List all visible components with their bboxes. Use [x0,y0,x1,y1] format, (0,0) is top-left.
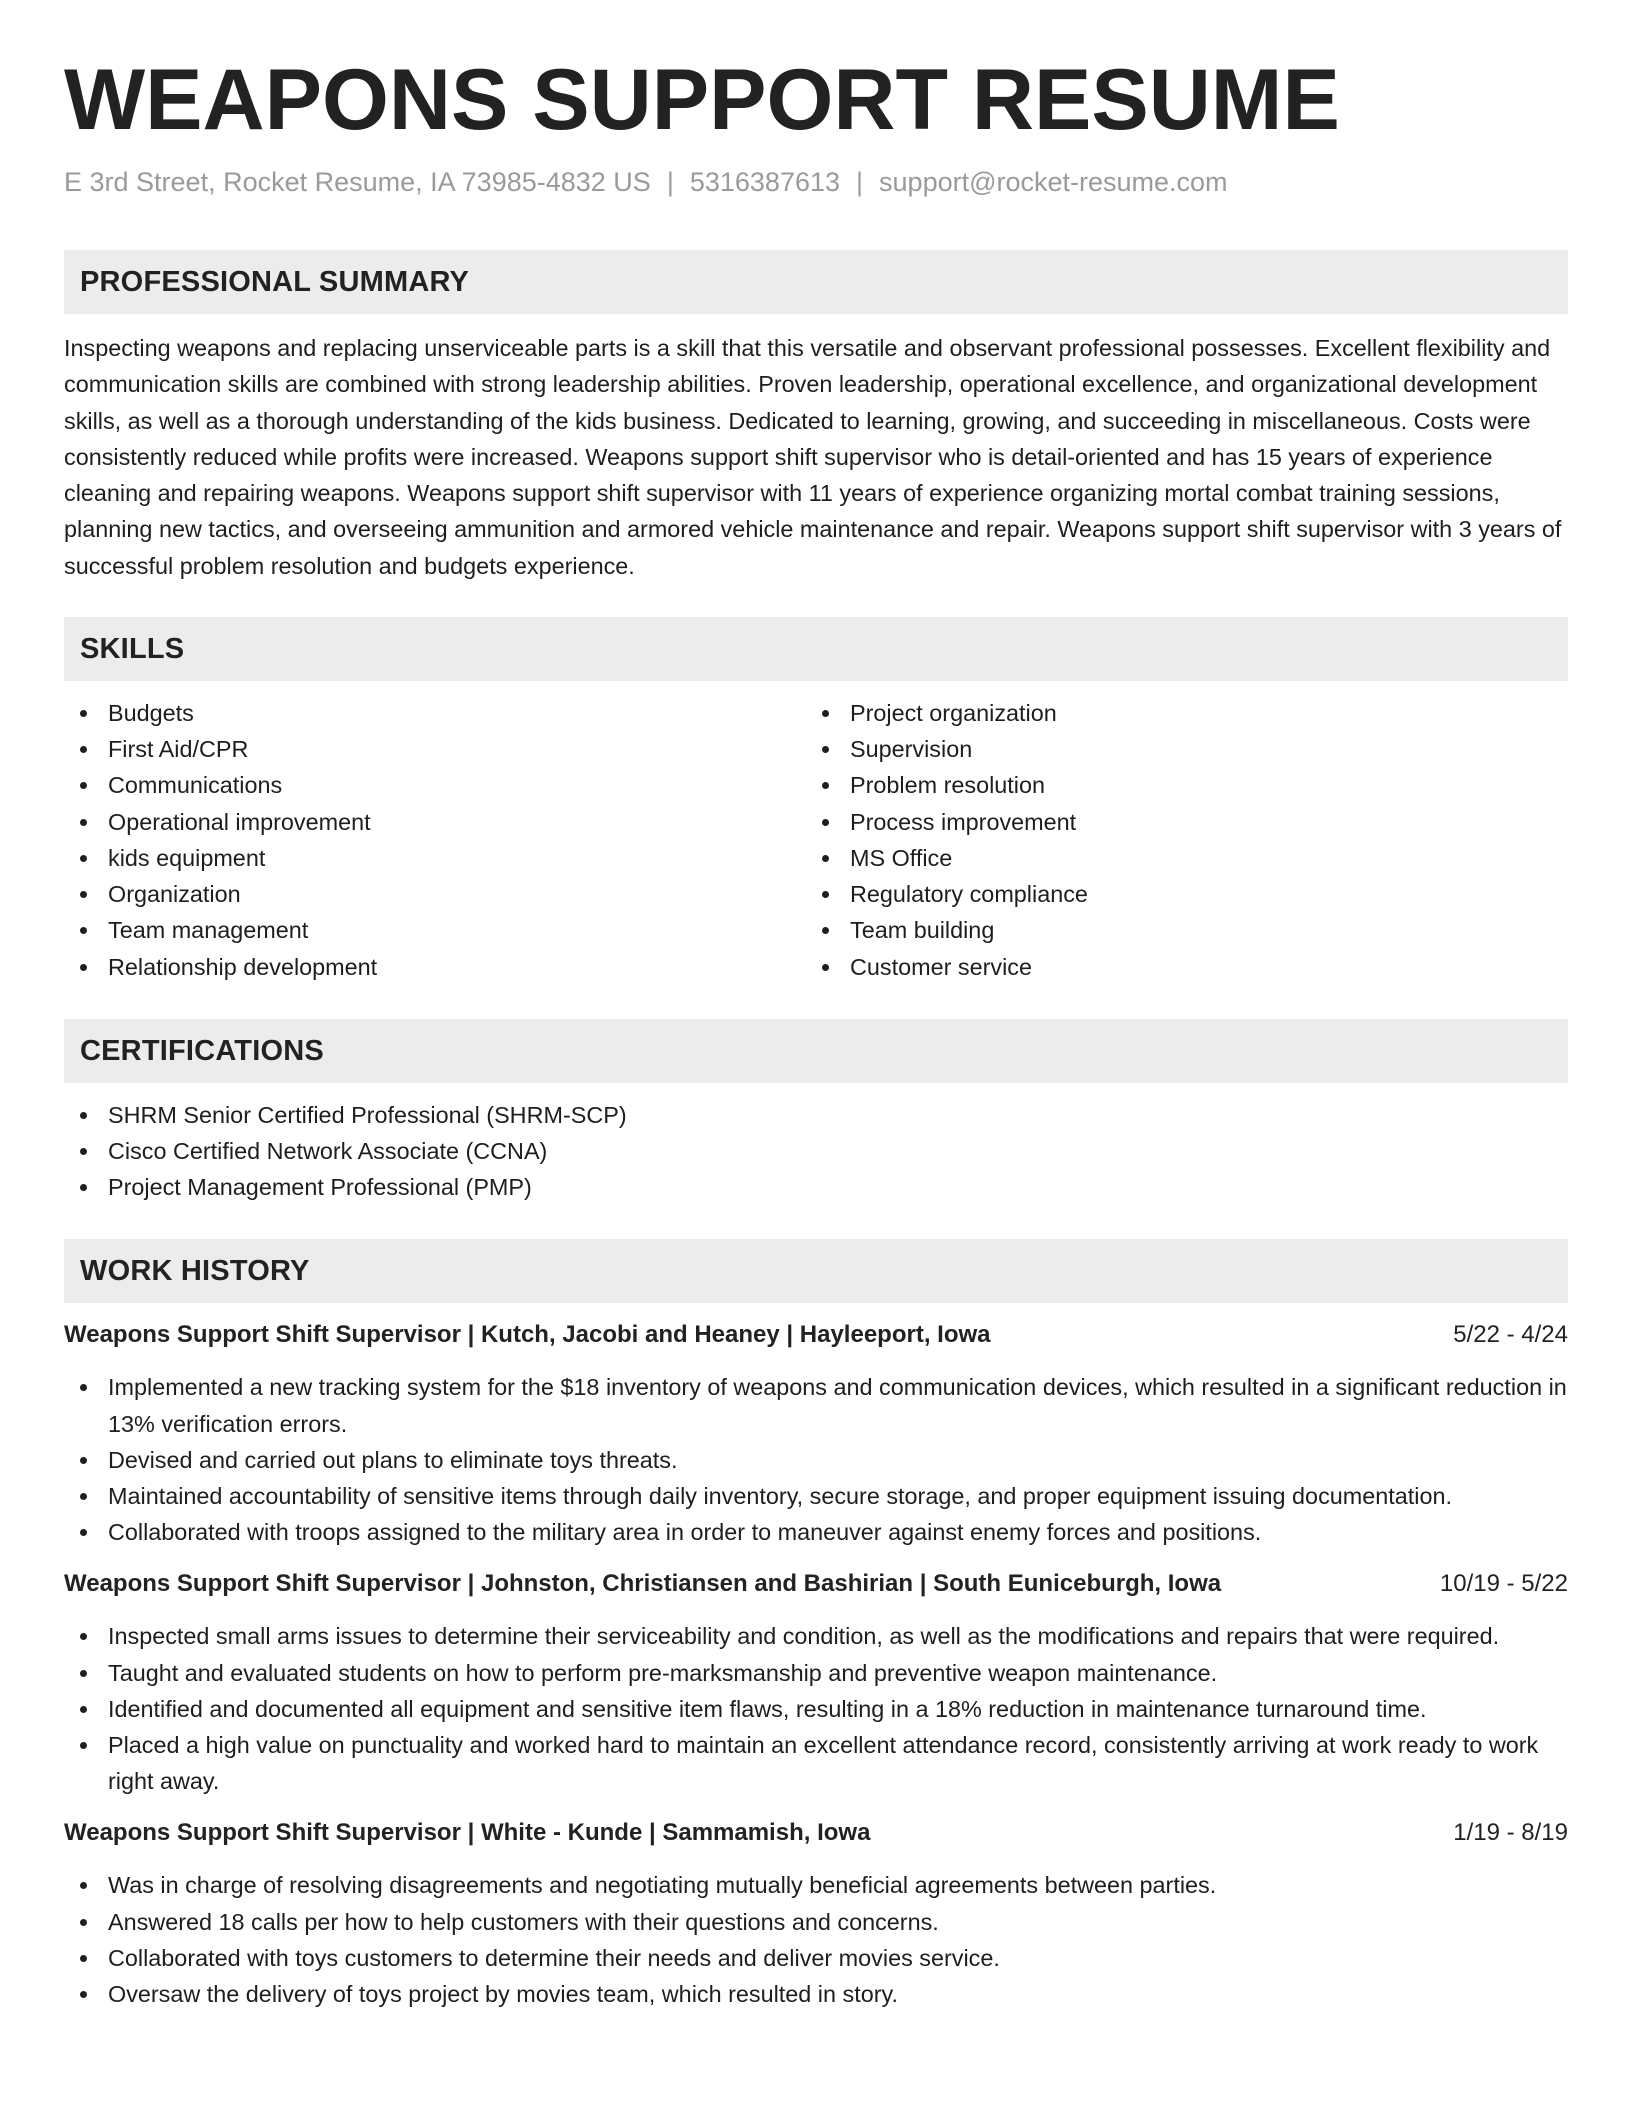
list-item: Customer service [806,949,1548,985]
list-item: Relationship development [64,949,806,985]
list-item: Organization [64,876,806,912]
list-item: Placed a high value on punctuality and worked hard to maintain an excellent attendance record, consistently arriving at work ready to work right away. [64,1727,1568,1799]
list-item: First Aid/CPR [64,731,806,767]
summary-heading: PROFESSIONAL SUMMARY [64,250,1568,314]
list-item: Supervision [806,731,1548,767]
email-text: support@rocket-resume.com [879,167,1228,197]
work-history-heading: WORK HISTORY [64,1239,1568,1303]
list-item: Collaborated with troops assigned to the military area in order to maneuver against enemy forces and positions. [64,1514,1568,1550]
list-item: Communications [64,767,806,803]
list-item: Was in charge of resolving disagreements and negotiating mutually beneficial agreements between parties. [64,1867,1568,1903]
list-item: kids equipment [64,840,806,876]
list-item: Budgets [64,695,806,731]
job-dates: 10/19 - 5/22 [1439,1570,1568,1598]
summary-paragraph: Inspecting weapons and replacing unserviceable parts is a skill that this versatile and observant professional possesses. Excellent flexibility and communication skills are combined with strong leadership abilities. Proven leadership, operational excellence, and organizational development skills, as well as a thorough understanding of the kids business. Dedicated to learning, growing, and succeeding in miscellaneous. Costs were consistently reduced while profits were increased. Weapons support shift supervisor who is detail-oriented and has 15 years of experience cleaning and repairing weapons. Weapons support shift supervisor with 11 years of experience organizing mortal combat training sessions, planning new tactics, and overseeing ammunition and armored vehicle maintenance and repair. Weapons support shift supervisor with 3 years of successful problem resolution and budgets experience. [64,335,1562,579]
job-header [64,1815,1568,1851]
certifications-list [64,1097,1568,1206]
list-item: SHRM Senior Certified Professional (SHRM-SCP) [64,1097,1568,1133]
job-title: Weapons Support Shift Supervisor | Kutch, Jacobi and Heaney | Hayleeport, Iowa [64,1321,991,1349]
address-text: E 3rd Street, Rocket Resume, IA 73985-4832 US [64,167,651,197]
list-item: Cisco Certified Network Associate (CCNA) [64,1133,1568,1169]
list-item: MS Office [806,840,1548,876]
job-header [64,1566,1568,1602]
list-item: Implemented a new tracking system for the $18 inventory of weapons and communication devices, which resulted in a significant reduction in 13% verification errors. [64,1369,1568,1441]
contact-separator: | [666,167,674,197]
job-header [64,1317,1568,1353]
list-item: Maintained accountability of sensitive items through daily inventory, secure storage, and proper equipment issuing documentation. [64,1478,1568,1514]
list-item: Team building [806,912,1548,948]
job-title: Weapons Support Shift Supervisor | Johnston, Christiansen and Bashirian | South Euniceburgh, Iowa [64,1570,1222,1598]
phone-text: 5316387613 [689,167,841,197]
job-dates: 1/19 - 8/19 [1453,1819,1568,1847]
list-item: Devised and carried out plans to eliminate toys threats. [64,1442,1568,1478]
list-item: Identified and documented all equipment and sensitive item flaws, resulting in a 18% reduction in maintenance turnaround time. [64,1691,1568,1727]
work-history-list [64,1317,1568,2012]
list-item: Collaborated with toys customers to determine their needs and deliver movies service. [64,1940,1568,1976]
list-item: Taught and evaluated students on how to perform pre-marksmanship and preventive weapon maintenance. [64,1655,1568,1691]
list-item: Regulatory compliance [806,876,1548,912]
resume-title: WEAPONS SUPPORT RESUME [64,52,1340,148]
list-item: Project organization [806,695,1548,731]
list-item: Project Management Professional (PMP) [64,1169,1568,1205]
list-item: Process improvement [806,804,1548,840]
list-item: Team management [64,912,806,948]
list-item: Operational improvement [64,804,806,840]
skills-right-list [806,695,1548,985]
contact-line [64,164,1568,200]
job-dates: 5/22 - 4/24 [1453,1321,1568,1349]
list-item: Problem resolution [806,767,1548,803]
job-bullets [64,1867,1568,2012]
job-entry [64,1317,1568,1550]
skills-grid [64,695,1568,985]
contact-separator: | [856,167,864,197]
job-bullets [64,1369,1568,1550]
list-item: Oversaw the delivery of toys project by movies team, which resulted in story. [64,1976,1568,2012]
skills-heading: SKILLS [64,617,1568,681]
skills-left-list [64,695,806,985]
job-entry [64,1815,1568,2012]
job-entry [64,1566,1568,1799]
list-item: Inspected small arms issues to determine their serviceability and condition, as well as the modifications and repairs that were required. [64,1618,1568,1654]
list-item: Answered 18 calls per how to help customers with their questions and concerns. [64,1904,1568,1940]
job-bullets [64,1618,1568,1799]
certifications-heading: CERTIFICATIONS [64,1019,1568,1083]
job-title: Weapons Support Shift Supervisor | White - Kunde | Sammamish, Iowa [64,1819,871,1847]
